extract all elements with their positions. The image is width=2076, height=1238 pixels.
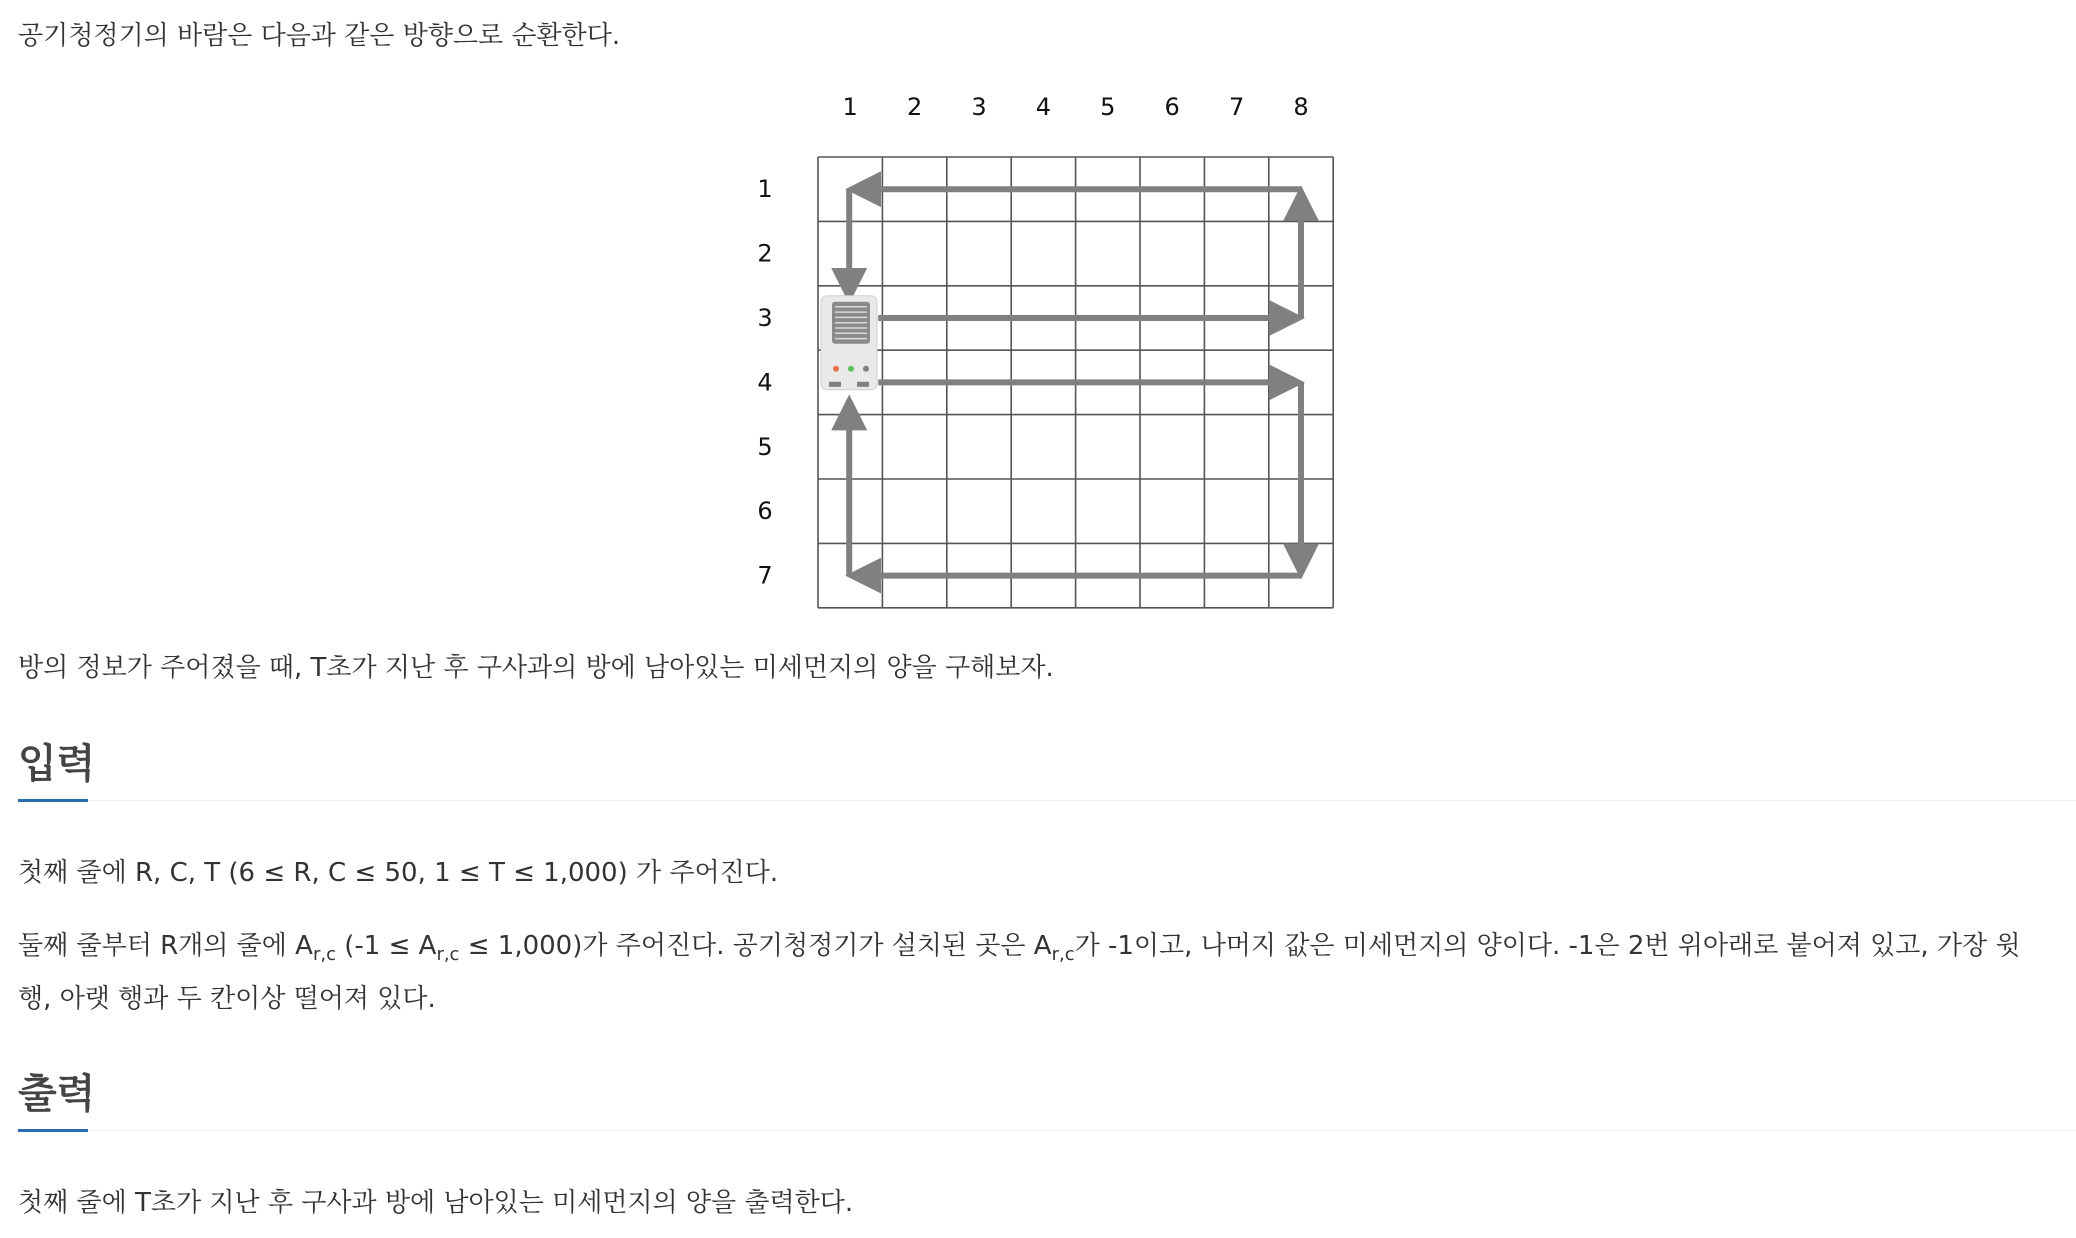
purifier-led — [863, 366, 869, 372]
intro-text: 공기청정기의 바람은 다음과 같은 방향으로 순환한다. — [18, 21, 621, 51]
purifier-led — [848, 366, 854, 372]
input-heading-rule — [18, 800, 2076, 801]
output-line-1: 첫째 줄에 T초가 지난 후 구사과 방에 남아있는 미세먼지의 양을 출력한다. — [18, 1188, 854, 1218]
row-label: 3 — [757, 304, 773, 332]
row-label: 2 — [757, 239, 773, 268]
row-label: 7 — [757, 561, 773, 590]
purifier-led — [833, 366, 839, 372]
purifier-foot — [857, 382, 869, 387]
input-line-1: 첫째 줄에 R, C, T (6 ≤ R, C ≤ 50, 1 ≤ T ≤ 1,000) 가 주어진다. — [18, 858, 779, 888]
column-label: 4 — [1035, 93, 1052, 121]
column-label: 2 — [906, 93, 923, 121]
row-labels — [757, 175, 772, 589]
column-labels — [843, 93, 1309, 121]
column-label: 6 — [1164, 93, 1180, 121]
column-label: 5 — [1100, 93, 1116, 121]
column-label: 1 — [842, 93, 858, 121]
input-line-2: 둘째 줄부터 R개의 줄에 $A_{r,c}$ $(-1 \le A_{r,c} \le 1,000)$가 주어진다. 공기청정기가 설치된 곳은 $A_{r,c}$가 -1이고, 나머지 값은 미세먼지의 양이다. -1은 2번 위아래로 붙어져 있고, 가장 윗 행, 아랫 행과 두 칸이상 떨어져 있다. — [18, 931, 2021, 1014]
air-purifier-icon — [821, 296, 877, 390]
air-circulation-diagram — [740, 85, 1340, 615]
input-heading: 입력 — [18, 741, 96, 787]
row-label: 5 — [757, 432, 773, 461]
output-heading-rule — [18, 1130, 2076, 1131]
input-heading-accent — [18, 799, 88, 802]
row-label: 1 — [757, 175, 773, 204]
purifier-foot — [829, 382, 841, 387]
row-label: 4 — [757, 368, 773, 397]
column-label: 3 — [971, 93, 987, 121]
row-label: 6 — [757, 497, 773, 526]
output-heading: 출력 — [18, 1071, 96, 1117]
question-text: 방의 정보가 주어졌을 때, T초가 지난 후 구사과의 방에 남아있는 미세먼지의 양을 구해보자. — [18, 653, 1054, 683]
output-heading-accent — [18, 1129, 88, 1132]
column-label: 8 — [1293, 93, 1309, 121]
column-label: 7 — [1228, 93, 1245, 121]
